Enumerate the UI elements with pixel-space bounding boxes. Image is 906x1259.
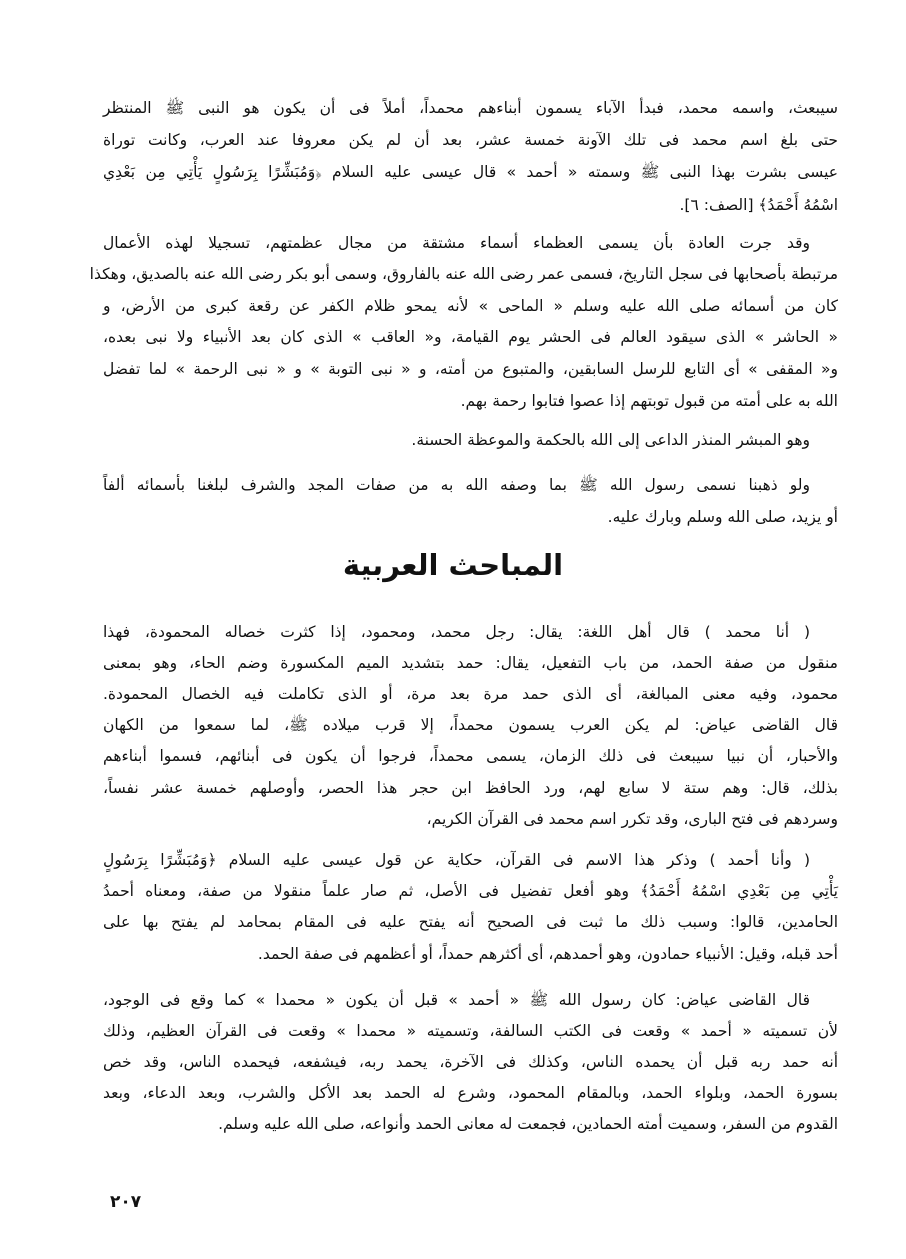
text-line: ولو ذهبنا نسمى رسول الله ﷺ بما وصفه الله به من صفات المجد والشرف لبلغنا بأسمائه ألفاً — [103, 476, 810, 494]
section-heading: المباحث العربية — [342, 548, 564, 582]
text-line: ( أنا محمد ) قال أهل اللغة: يقال: رجل محمد، ومحمود، إذا كثرت خصاله المحمودة، فهذا — [103, 623, 810, 641]
text-line: يَأْتِي مِن بَعْدِي اسْمُهُ أَحْمَدُ﴾ وهو أفعل تفضيل فى الأصل، ثم صار علماً منقولا من صفة، ومعناه أحمدُ — [103, 882, 838, 900]
text-line: سيبعث، واسمه محمد، فبدأ الآباء يسمون أبناءهم محمداً، أملاً فى أن يكون هو النبى ﷺ المنتظر — [103, 99, 838, 117]
text-line: اسْمُهُ أَحْمَدُ﴾ [الصف: ٦]. — [679, 196, 838, 214]
text-line: القدوم من السفر، وسميت أمته الحمادين، فجمعت له معانى الحمد وأنواعه، صلى الله عليه وسلم. — [218, 1115, 838, 1133]
text-line: قال القاضى عياض: لم يكن العرب يسمون محمداً، إلا قرب ميلاده ﷺ، لما سمعوا من الكهان — [103, 716, 838, 734]
text-line: حتى بلغ اسم محمد فى تلك الآونة خمسة عشر، بعد أن لم يكن معروفا عند العرب، وكانت توراة — [103, 131, 838, 149]
text-line: « الحاشر » الذى سيقود العالم فى الحشر يوم القيامة، و« العاقب » الذى كان بعد الأنبياء ولا نبى بعده، — [103, 328, 838, 346]
text-line: أنه حمد ربه قبل أن يحمده الناس، وكذلك فى الآخرة، يحمد ربه، فيشفعه، فيحمده الناس، وقد خص — [103, 1053, 838, 1071]
text-line: عيسى بشرت بهذا النبى ﷺ وسمته « أحمد » قال عيسى عليه السلام ﴿وَمُبَشِّرًا بِرَسُولٍ يَأْتِي مِن بَعْدِي — [103, 163, 838, 181]
text-line: منقول من صفة الحمد، من باب التفعيل، يقال: حمد بتشديد الميم المكسورة وضم الحاء، وهو بمعنى — [103, 654, 838, 672]
page-number: ٢٠٧ — [110, 1192, 142, 1212]
text-line: لأن تسميته « أحمد » وقعت فى الكتب السالفة، وتسميته « محمدا » وقعت فى القرآن العظيم، وذلك — [103, 1022, 838, 1040]
text-line: قال القاضى عياض: كان رسول الله ﷺ « أحمد » قبل أن يكون « محمدا » كما وقع فى الوجود، — [103, 991, 810, 1009]
text-line: وسردهم فى فتح البارى، وقد تكرر اسم محمد فى القرآن الكريم، — [426, 810, 838, 828]
text-line: والأحبار، أن نبيا سيبعث فى ذلك الزمان، يسمى محمداً، فرجوا أن يكون فى أبنائهم، فسموا أبناءهم — [103, 747, 838, 765]
text-line: بسورة الحمد، وبلواء الحمد، وبالمقام المحمود، وشرع له الحمد بعد الأكل والشرب، وبعد الدعاء، وبعد — [103, 1084, 838, 1102]
text-line: وقد جرت العادة بأن يسمى العظماء أسماء مشتقة من مجال عظمتهم، تسجيلا لهذه الأعمال — [103, 234, 810, 252]
text-line: و« المقفى » أى التابع للرسل السابقين، والمتبوع من أمته، و « نبى التوبة » و « نبى الرحمة » لما تفضل — [103, 360, 838, 378]
text-line: أو يزيد، صلى الله وسلم وبارك عليه. — [607, 508, 838, 526]
text-line: محمود، وفيه معنى المبالغة، أى الذى حمد مرة بعد مرة، أو الذى تكاملت فيه الخصال المحمودة. — [103, 685, 838, 703]
text-line: الحامدين، قالوا: وسبب ذلك ما ثبت فى الصحيح أنه يفتح عليه فى المقام بمحامد لم يفتح بها على — [103, 913, 838, 931]
text-line: مرتبطة بأصحابها فى سجل التاريخ، فسمى عمر رضى الله عنه بالفاروق، وسمى أبو بكر رضى الله عنه بالصديق، وهكذا — [89, 265, 838, 283]
text-line: أحد قبله، وقيل: الأنبياء حمادون، وهو أحمدهم، أى أكثرهم حمداً، أو أعظمهم فى صفة الحمد. — [257, 945, 838, 963]
text-line: ( وأنا أحمد ) وذكر هذا الاسم فى القرآن، حكاية عن قول عيسى عليه السلام ﴿وَمُبَشِّرًا بِرَسُولٍ — [103, 851, 810, 869]
text-line: الله به على أمته من قبول توبتهم إذا عصوا فتابوا رحمة بهم. — [460, 392, 838, 410]
text-line: كان من أسمائه صلى الله عليه وسلم « الماحى » لأنه يمحو ظلام الكفر عن رقعة كبرى من الأرض، و — [103, 297, 838, 315]
text-line: بذلك، قال: وهم ستة لا سابع لهم، ورد الحافظ ابن حجر هذا الحصر، وأوصلهم خمسة عشر نفساً، — [103, 779, 838, 797]
text-line: وهو المبشر المنذر الداعى إلى الله بالحكمة والموعظة الحسنة. — [411, 431, 810, 449]
